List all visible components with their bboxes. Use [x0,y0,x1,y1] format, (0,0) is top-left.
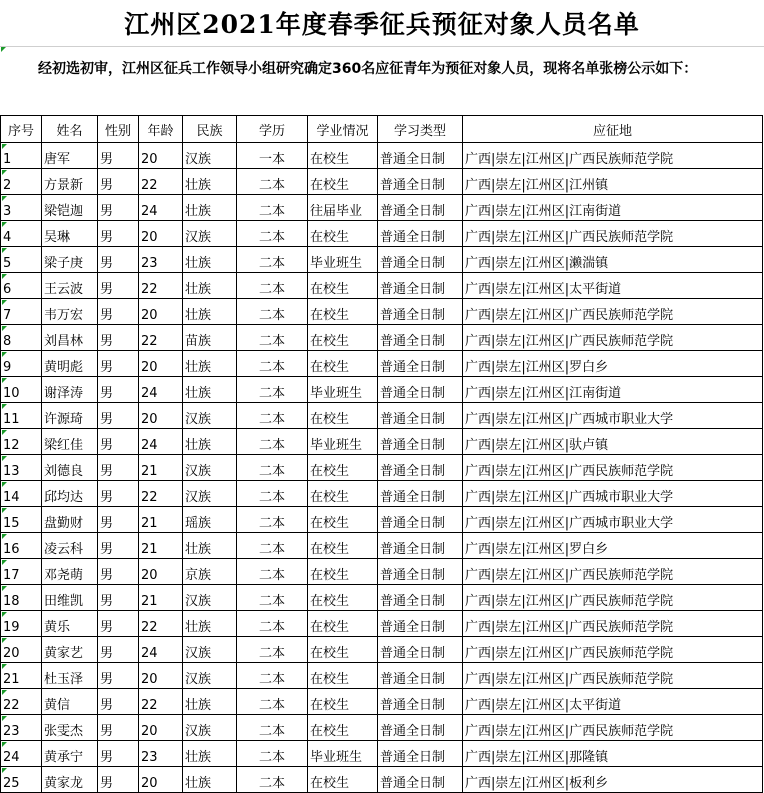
cell-study-status[interactable]: 在校生 [308,143,378,169]
cell-study-status[interactable]: 在校生 [308,637,378,663]
cell-gender[interactable]: 男 [98,611,139,637]
cell-ethnicity[interactable]: 汉族 [183,585,237,611]
cell-ethnicity[interactable]: 壮族 [183,299,237,325]
cell-education[interactable]: 二本 [237,585,308,611]
cell-study-status[interactable]: 在校生 [308,325,378,351]
cell-gender[interactable]: 男 [98,715,139,741]
cell-age[interactable]: 20 [139,767,183,793]
cell-index[interactable]: 18 [1,585,42,611]
cell-gender[interactable]: 男 [98,273,139,299]
cell-study-type[interactable]: 普通全日制 [378,247,463,273]
cell-marker-icon [2,248,7,253]
cell-age[interactable]: 21 [139,455,183,481]
cell-study-status[interactable]: 往届毕业 [308,195,378,221]
col-header-study-type[interactable]: 学习类型 [378,116,463,143]
cell-study-type[interactable]: 普通全日制 [378,325,463,351]
cell-name[interactable]: 黄乐 [42,611,98,637]
cell-ethnicity[interactable]: 汉族 [183,637,237,663]
table-row [1,611,763,637]
cell-study-status[interactable]: 在校生 [308,273,378,299]
cell-age[interactable]: 24 [139,637,183,663]
cell-study-status[interactable]: 在校生 [308,585,378,611]
cell-enlistment-place[interactable]: 广西|崇左|江州区|广西民族师范学院 [463,585,763,611]
cell-gender[interactable]: 男 [98,767,139,793]
cell-education[interactable]: 二本 [237,637,308,663]
cell-study-type[interactable]: 普通全日制 [378,741,463,767]
cell-education[interactable]: 二本 [237,715,308,741]
cell-study-type[interactable]: 普通全日制 [378,377,463,403]
cell-marker-icon [2,456,7,461]
cell-study-type[interactable]: 普通全日制 [378,169,463,195]
cell-marker-icon [2,612,7,617]
cell-ethnicity[interactable]: 壮族 [183,377,237,403]
cell-age[interactable]: 21 [139,585,183,611]
table-row [1,221,763,247]
cell-index[interactable]: 3 [1,195,42,221]
cell-marker-icon [2,274,7,279]
cell-education[interactable]: 二本 [237,663,308,689]
table-row [1,247,763,273]
cell-marker-icon [2,170,7,175]
table-row [1,273,763,299]
cell-ethnicity[interactable]: 汉族 [183,143,237,169]
col-header-enlistment-place[interactable]: 应征地 [463,116,763,143]
cell-index[interactable]: 20 [1,637,42,663]
cell-index[interactable]: 13 [1,455,42,481]
cell-name[interactable]: 韦万宏 [42,299,98,325]
cell-age[interactable]: 24 [139,429,183,455]
cell-gender[interactable]: 男 [98,533,139,559]
cell-study-status[interactable]: 毕业班生 [308,247,378,273]
cell-marker-icon [2,586,7,591]
table-row [1,663,763,689]
cell-study-type[interactable]: 普通全日制 [378,195,463,221]
cell-name[interactable]: 黄家艺 [42,637,98,663]
cell-index[interactable]: 4 [1,221,42,247]
cell-marker-icon [2,638,7,643]
cell-ethnicity[interactable]: 壮族 [183,351,237,377]
cell-ethnicity[interactable]: 苗族 [183,325,237,351]
col-header-name[interactable]: 姓名 [42,116,98,143]
cell-education[interactable]: 二本 [237,221,308,247]
cell-ethnicity[interactable]: 壮族 [183,767,237,793]
cell-index[interactable]: 23 [1,715,42,741]
roster-table [0,115,763,793]
cell-index[interactable]: 2 [1,169,42,195]
cell-name[interactable]: 黄信 [42,689,98,715]
table-row [1,767,763,793]
cell-enlistment-place[interactable]: 广西|崇左|江州区|广西民族师范学院 [463,143,763,169]
cell-marker-icon [2,300,7,305]
table-row [1,299,763,325]
cell-enlistment-place[interactable]: 广西|崇左|江州区|板利乡 [463,767,763,793]
cell-enlistment-place[interactable]: 广西|崇左|江州区|江南街道 [463,377,763,403]
cell-ethnicity[interactable]: 京族 [183,559,237,585]
cell-study-type[interactable]: 普通全日制 [378,585,463,611]
cell-age[interactable]: 22 [139,689,183,715]
cell-gender[interactable]: 男 [98,195,139,221]
cell-gender[interactable]: 男 [98,481,139,507]
cell-education[interactable]: 二本 [237,429,308,455]
cell-enlistment-place[interactable]: 广西|崇左|江州区|广西城市职业大学 [463,507,763,533]
cell-education[interactable]: 二本 [237,611,308,637]
cell-education[interactable]: 二本 [237,507,308,533]
cell-gender[interactable]: 男 [98,455,139,481]
cell-study-type[interactable]: 普通全日制 [378,715,463,741]
cell-education[interactable]: 二本 [237,403,308,429]
cell-study-type[interactable]: 普通全日制 [378,689,463,715]
cell-marker-icon [2,378,7,383]
cell-age[interactable]: 20 [139,663,183,689]
cell-gender[interactable]: 男 [98,325,139,351]
cell-age[interactable]: 21 [139,507,183,533]
cell-ethnicity[interactable]: 壮族 [183,273,237,299]
cell-study-status[interactable]: 在校生 [308,403,378,429]
cell-enlistment-place[interactable]: 广西|崇左|江州区|广西民族师范学院 [463,663,763,689]
cell-marker-icon [2,144,7,149]
cell-name[interactable]: 凌云科 [42,533,98,559]
cell-marker-icon [2,534,7,539]
cell-marker-icon [2,664,7,669]
table-row [1,403,763,429]
cell-enlistment-place[interactable]: 广西|崇左|江州区|广西民族师范学院 [463,559,763,585]
cell-study-type[interactable]: 普通全日制 [378,455,463,481]
table-row [1,689,763,715]
cell-enlistment-place[interactable]: 广西|崇左|江州区|广西民族师范学院 [463,715,763,741]
cell-study-status[interactable]: 在校生 [308,663,378,689]
cell-ethnicity[interactable]: 壮族 [183,195,237,221]
cell-education[interactable]: 二本 [237,273,308,299]
cell-ethnicity[interactable]: 壮族 [183,429,237,455]
cell-gender[interactable]: 男 [98,637,139,663]
cell-study-status[interactable]: 在校生 [308,507,378,533]
cell-index[interactable]: 14 [1,481,42,507]
table-header [1,116,763,143]
col-header-study-status[interactable]: 学业情况 [308,116,378,143]
cell-study-status[interactable]: 毕业班生 [308,377,378,403]
cell-age[interactable]: 20 [139,559,183,585]
cell-age[interactable]: 20 [139,715,183,741]
cell-index[interactable]: 17 [1,559,42,585]
cell-study-type[interactable]: 普通全日制 [378,273,463,299]
cell-age[interactable]: 20 [139,221,183,247]
cell-education[interactable]: 二本 [237,169,308,195]
cell-education[interactable]: 二本 [237,741,308,767]
cell-name[interactable]: 梁铠迦 [42,195,98,221]
cell-enlistment-place[interactable]: 广西|崇左|江州区|广西民族师范学院 [463,455,763,481]
cell-enlistment-place[interactable]: 广西|崇左|江州区|罗白乡 [463,533,763,559]
cell-enlistment-place[interactable]: 广西|崇左|江州区|罗白乡 [463,351,763,377]
cell-index[interactable]: 15 [1,507,42,533]
cell-education[interactable]: 二本 [237,455,308,481]
cell-ethnicity[interactable]: 汉族 [183,481,237,507]
cell-study-type[interactable]: 普通全日制 [378,507,463,533]
cell-name[interactable]: 张雯杰 [42,715,98,741]
cell-gender[interactable]: 男 [98,429,139,455]
cell-marker-icon [2,508,7,513]
header-row [1,116,763,143]
cell-index[interactable]: 16 [1,533,42,559]
cell-name[interactable]: 杜玉泽 [42,663,98,689]
cell-age[interactable]: 23 [139,741,183,767]
table-row [1,351,763,377]
cell-study-status[interactable]: 在校生 [308,221,378,247]
table-row [1,455,763,481]
cell-education[interactable]: 二本 [237,689,308,715]
cell-index[interactable]: 8 [1,325,42,351]
cell-name[interactable]: 梁红佳 [42,429,98,455]
cell-name[interactable]: 邱均达 [42,481,98,507]
cell-study-status[interactable]: 在校生 [308,689,378,715]
cell-age[interactable]: 21 [139,533,183,559]
cell-enlistment-place[interactable]: 广西|崇左|江州区|那隆镇 [463,741,763,767]
col-header-education[interactable]: 学历 [237,116,308,143]
cell-study-type[interactable]: 普通全日制 [378,767,463,793]
cell-study-status[interactable]: 在校生 [308,481,378,507]
cell-ethnicity[interactable]: 汉族 [183,663,237,689]
cell-index[interactable]: 22 [1,689,42,715]
cell-education[interactable]: 二本 [237,377,308,403]
cell-name[interactable]: 黄家龙 [42,767,98,793]
cell-education[interactable]: 二本 [237,533,308,559]
cell-index[interactable]: 10 [1,377,42,403]
table-row [1,195,763,221]
cell-index[interactable]: 19 [1,611,42,637]
cell-ethnicity[interactable]: 汉族 [183,455,237,481]
cell-name[interactable]: 唐军 [42,143,98,169]
cell-gender[interactable]: 男 [98,247,139,273]
cell-gender[interactable]: 男 [98,299,139,325]
cell-gender[interactable]: 男 [98,169,139,195]
cell-gender[interactable]: 男 [98,559,139,585]
cell-study-type[interactable]: 普通全日制 [378,533,463,559]
cell-enlistment-place[interactable]: 广西|崇左|江州区|驮卢镇 [463,429,763,455]
cell-education[interactable]: 二本 [237,767,308,793]
table-body [1,143,763,793]
col-header-age[interactable]: 年龄 [139,116,183,143]
cell-study-type[interactable]: 普通全日制 [378,481,463,507]
table-row [1,169,763,195]
table-row [1,143,763,169]
cell-ethnicity[interactable]: 壮族 [183,533,237,559]
cell-age[interactable]: 24 [139,377,183,403]
cell-gender[interactable]: 男 [98,403,139,429]
cell-enlistment-place[interactable]: 广西|崇左|江州区|广西民族师范学院 [463,221,763,247]
cell-gender[interactable]: 男 [98,377,139,403]
cell-index[interactable]: 25 [1,767,42,793]
cell-study-status[interactable]: 毕业班生 [308,741,378,767]
cell-marker-icon [2,326,7,331]
cell-age[interactable]: 22 [139,273,183,299]
cell-study-status[interactable]: 在校生 [308,559,378,585]
cell-study-status[interactable]: 在校生 [308,767,378,793]
cell-ethnicity[interactable]: 壮族 [183,741,237,767]
cell-marker-icon [2,196,7,201]
cell-gender[interactable]: 男 [98,507,139,533]
table-row [1,481,763,507]
cell-enlistment-place[interactable]: 广西|崇左|江州区|广西民族师范学院 [463,325,763,351]
cell-study-type[interactable]: 普通全日制 [378,403,463,429]
cell-name[interactable]: 黄承宁 [42,741,98,767]
cell-age[interactable]: 23 [139,247,183,273]
cell-index[interactable]: 5 [1,247,42,273]
cell-age[interactable]: 20 [139,143,183,169]
cell-marker-icon [1,47,6,52]
cell-enlistment-place[interactable]: 广西|崇左|江州区|江南街道 [463,195,763,221]
cell-study-type[interactable]: 普通全日制 [378,637,463,663]
cell-study-type[interactable]: 普通全日制 [378,559,463,585]
cell-ethnicity[interactable]: 汉族 [183,221,237,247]
table-row [1,741,763,767]
cell-marker-icon [2,716,7,721]
cell-enlistment-place[interactable]: 广西|崇左|江州区|广西城市职业大学 [463,481,763,507]
cell-enlistment-place[interactable]: 广西|崇左|江州区|太平街道 [463,273,763,299]
cell-education[interactable]: 二本 [237,559,308,585]
cell-study-status[interactable]: 在校生 [308,299,378,325]
cell-ethnicity[interactable]: 汉族 [183,715,237,741]
cell-name[interactable]: 黄明彪 [42,351,98,377]
cell-index[interactable]: 7 [1,299,42,325]
cell-index[interactable]: 24 [1,741,42,767]
cell-education[interactable]: 二本 [237,299,308,325]
table-row [1,559,763,585]
cell-enlistment-place[interactable]: 广西|崇左|江州区|广西城市职业大学 [463,403,763,429]
cell-study-status[interactable]: 在校生 [308,455,378,481]
cell-ethnicity[interactable]: 壮族 [183,169,237,195]
cell-index[interactable]: 9 [1,351,42,377]
cell-study-status[interactable]: 毕业班生 [308,429,378,455]
cell-age[interactable]: 20 [139,299,183,325]
cell-index[interactable]: 1 [1,143,42,169]
cell-marker-icon [2,404,7,409]
cell-age[interactable]: 22 [139,611,183,637]
cell-name[interactable]: 刘德良 [42,455,98,481]
col-header-gender[interactable]: 性别 [98,116,139,143]
table-row [1,585,763,611]
cell-gender[interactable]: 男 [98,221,139,247]
cell-ethnicity[interactable]: 壮族 [183,689,237,715]
cell-name[interactable]: 吴琳 [42,221,98,247]
cell-name[interactable]: 田维凯 [42,585,98,611]
cell-study-status[interactable]: 在校生 [308,533,378,559]
cell-education[interactable]: 二本 [237,247,308,273]
cell-marker-icon [2,430,7,435]
cell-marker-icon [2,742,7,747]
cell-age[interactable]: 22 [139,481,183,507]
cell-age[interactable]: 22 [139,169,183,195]
cell-name[interactable]: 王云波 [42,273,98,299]
cell-study-status[interactable]: 在校生 [308,169,378,195]
table-row [1,715,763,741]
cell-marker-icon [2,482,7,487]
cell-gender[interactable]: 男 [98,689,139,715]
cell-study-status[interactable]: 在校生 [308,715,378,741]
cell-enlistment-place[interactable]: 广西|崇左|江州区|濑湍镇 [463,247,763,273]
table-row [1,429,763,455]
cell-marker-icon [2,222,7,227]
cell-name[interactable]: 刘昌林 [42,325,98,351]
cell-gender[interactable]: 男 [98,663,139,689]
table-row [1,533,763,559]
cell-age[interactable]: 22 [139,325,183,351]
cell-name[interactable]: 邓尧萌 [42,559,98,585]
cell-age[interactable]: 20 [139,403,183,429]
cell-enlistment-place[interactable]: 广西|崇左|江州区|广西民族师范学院 [463,299,763,325]
cell-name[interactable]: 许源琦 [42,403,98,429]
cell-gender[interactable]: 男 [98,585,139,611]
cell-gender[interactable]: 男 [98,143,139,169]
cell-name[interactable]: 谢泽涛 [42,377,98,403]
col-header-index[interactable]: 序号 [1,116,42,143]
cell-ethnicity[interactable]: 瑶族 [183,507,237,533]
cell-index[interactable]: 21 [1,663,42,689]
cell-enlistment-place[interactable]: 广西|崇左|江州区|广西民族师范学院 [463,637,763,663]
cell-ethnicity[interactable]: 壮族 [183,611,237,637]
cell-study-status[interactable]: 在校生 [308,611,378,637]
cell-marker-icon [2,768,7,773]
cell-study-type[interactable]: 普通全日制 [378,221,463,247]
cell-marker-icon [2,560,7,565]
cell-age[interactable]: 20 [139,351,183,377]
table-row [1,325,763,351]
cell-marker-icon [2,690,7,695]
cell-marker-icon [2,352,7,357]
cell-education[interactable]: 二本 [237,325,308,351]
table-row [1,637,763,663]
cell-index[interactable]: 11 [1,403,42,429]
cell-study-type[interactable]: 普通全日制 [378,611,463,637]
col-header-ethnicity[interactable]: 民族 [183,116,237,143]
cell-enlistment-place[interactable]: 广西|崇左|江州区|广西民族师范学院 [463,611,763,637]
cell-education[interactable]: 二本 [237,481,308,507]
cell-education[interactable]: 二本 [237,351,308,377]
cell-name[interactable]: 梁子庚 [42,247,98,273]
cell-ethnicity[interactable]: 壮族 [183,247,237,273]
cell-ethnicity[interactable]: 汉族 [183,403,237,429]
cell-study-type[interactable]: 普通全日制 [378,143,463,169]
cell-age[interactable]: 24 [139,195,183,221]
cell-education[interactable]: 二本 [237,195,308,221]
cell-study-type[interactable]: 普通全日制 [378,663,463,689]
cell-enlistment-place[interactable]: 广西|崇左|江州区|江州镇 [463,169,763,195]
cell-education[interactable]: 一本 [237,143,308,169]
cell-study-type[interactable]: 普通全日制 [378,299,463,325]
cell-index[interactable]: 12 [1,429,42,455]
title-divider [0,46,764,47]
page-title: 江州区2021年度春季征兵预征对象人员名单 [124,10,640,39]
cell-gender[interactable]: 男 [98,351,139,377]
cell-study-type[interactable]: 普通全日制 [378,351,463,377]
cell-enlistment-place[interactable]: 广西|崇左|江州区|太平街道 [463,689,763,715]
cell-study-status[interactable]: 在校生 [308,351,378,377]
intro-paragraph: 经初选初审，江州区征兵工作领导小组研究确定360名应征青年为预征对象人员，现将名单张榜公示如下： [38,61,698,77]
table-row [1,377,763,403]
cell-study-type[interactable]: 普通全日制 [378,429,463,455]
cell-index[interactable]: 6 [1,273,42,299]
cell-name[interactable]: 方景新 [42,169,98,195]
table-row [1,507,763,533]
cell-name[interactable]: 盘勤财 [42,507,98,533]
cell-gender[interactable]: 男 [98,741,139,767]
